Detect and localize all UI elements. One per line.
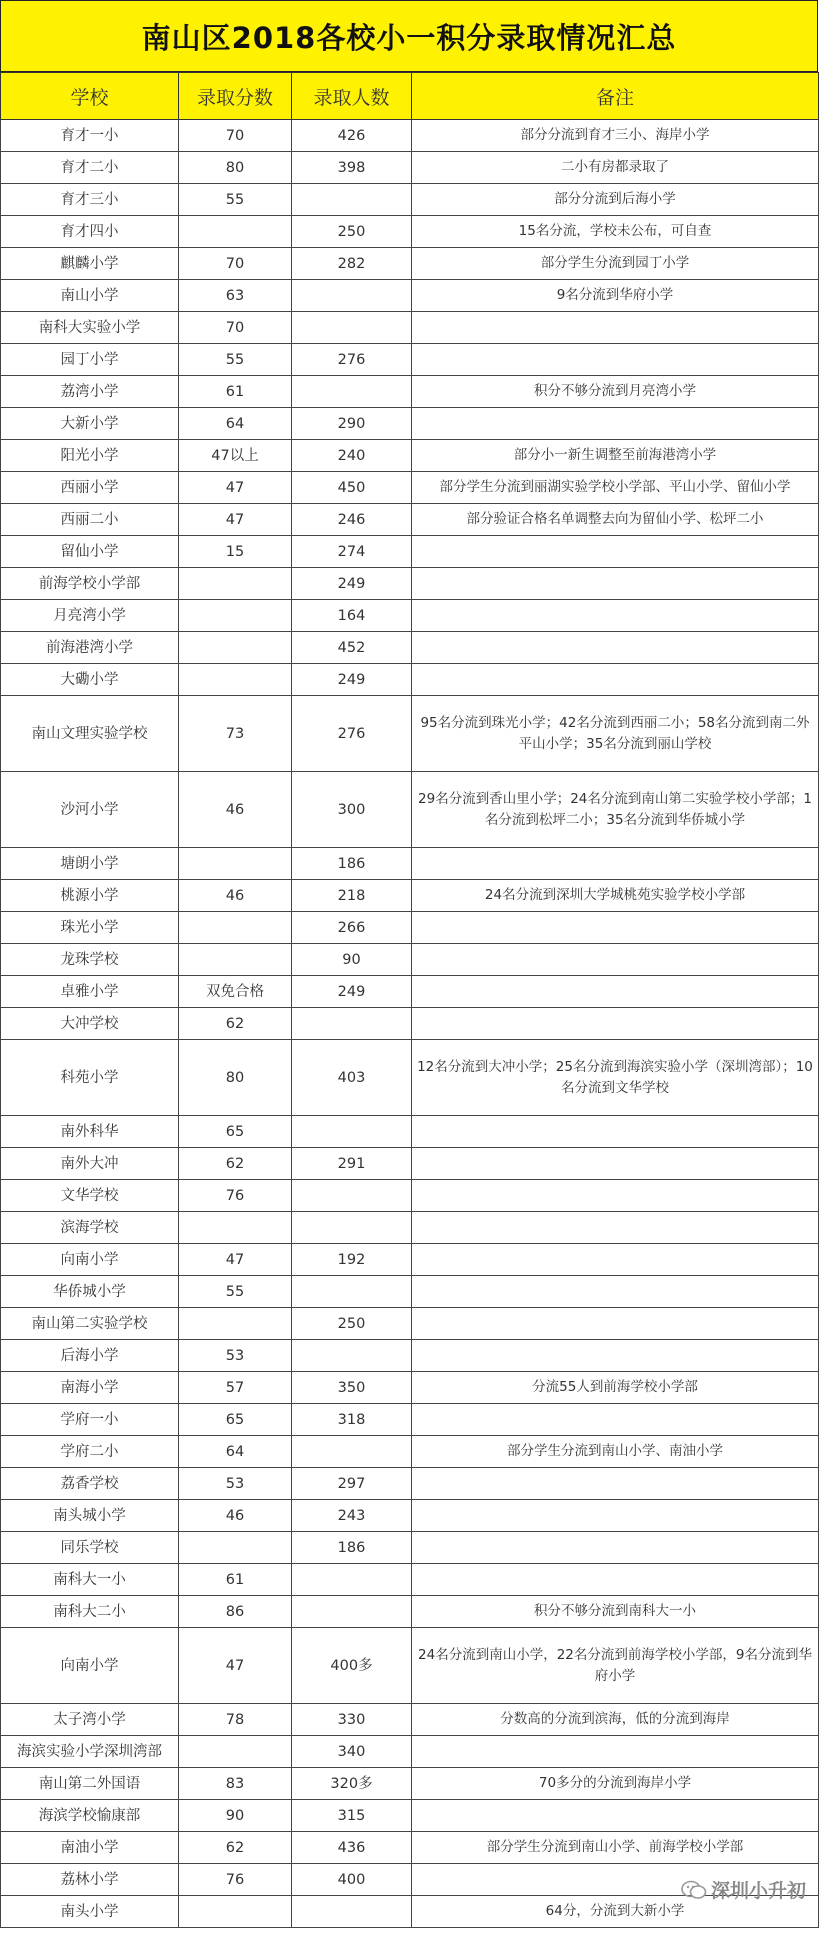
note-cell bbox=[412, 632, 819, 664]
school-cell: 南科大二小 bbox=[1, 1596, 179, 1628]
note-cell bbox=[412, 1340, 819, 1372]
count-cell: 274 bbox=[292, 536, 412, 568]
note-cell bbox=[412, 1276, 819, 1308]
note-cell bbox=[412, 944, 819, 976]
note-cell: 29名分流到香山里小学；24名分流到南山第二实验学校小学部；1名分流到松坪二小；35名分流到华侨城小学 bbox=[412, 772, 819, 848]
score-cell: 70 bbox=[179, 248, 292, 280]
school-cell: 园丁小学 bbox=[1, 344, 179, 376]
table-row bbox=[1, 1040, 819, 1116]
table-row bbox=[1, 696, 819, 772]
note-cell bbox=[412, 976, 819, 1008]
score-cell: 63 bbox=[179, 280, 292, 312]
count-cell: 249 bbox=[292, 664, 412, 696]
score-cell: 57 bbox=[179, 1372, 292, 1404]
count-cell bbox=[292, 1212, 412, 1244]
table-row bbox=[1, 1180, 819, 1212]
score-cell: 47 bbox=[179, 472, 292, 504]
score-cell bbox=[179, 664, 292, 696]
note-cell: 12名分流到大冲小学；25名分流到海滨实验小学（深圳湾部）；10名分流到文华学校 bbox=[412, 1040, 819, 1116]
table-row bbox=[1, 1800, 819, 1832]
school-cell: 塘朗小学 bbox=[1, 848, 179, 880]
table-row bbox=[1, 440, 819, 472]
note-cell: 部分验证合格名单调整去向为留仙小学、松坪二小 bbox=[412, 504, 819, 536]
table-row bbox=[1, 120, 819, 152]
note-cell bbox=[412, 848, 819, 880]
school-cell: 科苑小学 bbox=[1, 1040, 179, 1116]
note-cell: 积分不够分流到南科大一小 bbox=[412, 1596, 819, 1628]
note-cell bbox=[412, 568, 819, 600]
count-cell bbox=[292, 1116, 412, 1148]
table-row bbox=[1, 1704, 819, 1736]
score-cell: 65 bbox=[179, 1116, 292, 1148]
table-row bbox=[1, 1116, 819, 1148]
note-cell bbox=[412, 664, 819, 696]
school-cell: 育才二小 bbox=[1, 152, 179, 184]
school-cell: 大磡小学 bbox=[1, 664, 179, 696]
count-cell bbox=[292, 184, 412, 216]
score-cell: 47 bbox=[179, 1244, 292, 1276]
school-cell: 向南小学 bbox=[1, 1244, 179, 1276]
table-row bbox=[1, 408, 819, 440]
note-cell bbox=[412, 1008, 819, 1040]
table-row bbox=[1, 1468, 819, 1500]
score-cell: 双免合格 bbox=[179, 976, 292, 1008]
count-cell bbox=[292, 1340, 412, 1372]
table-row bbox=[1, 600, 819, 632]
table-row bbox=[1, 880, 819, 912]
table-row bbox=[1, 1244, 819, 1276]
table-row bbox=[1, 1564, 819, 1596]
note-cell: 95名分流到珠光小学；42名分流到西丽二小；58名分流到南二外平山小学；35名分流到丽山学校 bbox=[412, 696, 819, 772]
school-cell: 荔湾小学 bbox=[1, 376, 179, 408]
count-cell: 452 bbox=[292, 632, 412, 664]
count-cell bbox=[292, 280, 412, 312]
note-cell: 分流55人到前海学校小学部 bbox=[412, 1372, 819, 1404]
note-cell: 64分，分流到大新小学 bbox=[412, 1896, 819, 1928]
table-row bbox=[1, 976, 819, 1008]
count-cell: 276 bbox=[292, 344, 412, 376]
score-cell: 80 bbox=[179, 1040, 292, 1116]
score-cell bbox=[179, 1896, 292, 1928]
score-cell: 80 bbox=[179, 152, 292, 184]
note-cell bbox=[412, 1736, 819, 1768]
score-cell: 53 bbox=[179, 1468, 292, 1500]
school-cell: 华侨城小学 bbox=[1, 1276, 179, 1308]
score-cell bbox=[179, 216, 292, 248]
wechat-logo-icon bbox=[681, 1880, 707, 1900]
school-cell: 桃源小学 bbox=[1, 880, 179, 912]
score-cell bbox=[179, 944, 292, 976]
table-row bbox=[1, 152, 819, 184]
school-cell: 育才一小 bbox=[1, 120, 179, 152]
count-cell bbox=[292, 1180, 412, 1212]
score-cell bbox=[179, 848, 292, 880]
score-cell: 15 bbox=[179, 536, 292, 568]
score-cell: 70 bbox=[179, 312, 292, 344]
note-cell bbox=[412, 1800, 819, 1832]
count-cell: 250 bbox=[292, 216, 412, 248]
school-cell: 太子湾小学 bbox=[1, 1704, 179, 1736]
table-row bbox=[1, 280, 819, 312]
score-cell: 61 bbox=[179, 1564, 292, 1596]
table-row bbox=[1, 568, 819, 600]
school-cell: 大冲学校 bbox=[1, 1008, 179, 1040]
table-row bbox=[1, 1276, 819, 1308]
note-cell bbox=[412, 1148, 819, 1180]
table-row bbox=[1, 1532, 819, 1564]
count-cell bbox=[292, 1596, 412, 1628]
school-cell: 海滨学校愉康部 bbox=[1, 1800, 179, 1832]
note-cell: 二小有房都录取了 bbox=[412, 152, 819, 184]
school-cell: 西丽二小 bbox=[1, 504, 179, 536]
score-cell bbox=[179, 600, 292, 632]
table-row bbox=[1, 248, 819, 280]
table-row bbox=[1, 504, 819, 536]
school-cell: 南外大冲 bbox=[1, 1148, 179, 1180]
count-cell: 318 bbox=[292, 1404, 412, 1436]
score-cell bbox=[179, 1736, 292, 1768]
school-cell: 育才三小 bbox=[1, 184, 179, 216]
score-cell: 47 bbox=[179, 1628, 292, 1704]
count-cell bbox=[292, 1564, 412, 1596]
school-cell: 西丽小学 bbox=[1, 472, 179, 504]
table-row bbox=[1, 1436, 819, 1468]
score-cell: 64 bbox=[179, 1436, 292, 1468]
count-cell: 330 bbox=[292, 1704, 412, 1736]
count-cell: 164 bbox=[292, 600, 412, 632]
count-cell: 249 bbox=[292, 976, 412, 1008]
count-cell bbox=[292, 1436, 412, 1468]
school-cell: 留仙小学 bbox=[1, 536, 179, 568]
school-cell: 南外科华 bbox=[1, 1116, 179, 1148]
note-cell bbox=[412, 1500, 819, 1532]
score-cell bbox=[179, 632, 292, 664]
table-row bbox=[1, 772, 819, 848]
count-cell: 246 bbox=[292, 504, 412, 536]
score-cell: 46 bbox=[179, 880, 292, 912]
table-row bbox=[1, 1308, 819, 1340]
school-cell: 南油小学 bbox=[1, 1832, 179, 1864]
school-cell: 大新小学 bbox=[1, 408, 179, 440]
score-cell: 46 bbox=[179, 1500, 292, 1532]
score-cell: 86 bbox=[179, 1596, 292, 1628]
count-cell: 426 bbox=[292, 120, 412, 152]
school-cell: 同乐学校 bbox=[1, 1532, 179, 1564]
score-cell: 55 bbox=[179, 184, 292, 216]
table-row bbox=[1, 632, 819, 664]
note-cell bbox=[412, 1468, 819, 1500]
table-row bbox=[1, 1736, 819, 1768]
note-cell bbox=[412, 536, 819, 568]
school-cell: 前海学校小学部 bbox=[1, 568, 179, 600]
score-cell: 78 bbox=[179, 1704, 292, 1736]
score-cell: 76 bbox=[179, 1180, 292, 1212]
score-cell: 65 bbox=[179, 1404, 292, 1436]
school-cell: 麒麟小学 bbox=[1, 248, 179, 280]
table-row bbox=[1, 1628, 819, 1704]
school-cell: 阳光小学 bbox=[1, 440, 179, 472]
count-cell: 250 bbox=[292, 1308, 412, 1340]
school-cell: 后海小学 bbox=[1, 1340, 179, 1372]
watermark-text: 深圳小升初 bbox=[710, 1880, 806, 1902]
school-cell: 学府二小 bbox=[1, 1436, 179, 1468]
count-cell: 398 bbox=[292, 152, 412, 184]
school-cell: 南山文理实验学校 bbox=[1, 696, 179, 772]
count-cell: 90 bbox=[292, 944, 412, 976]
note-cell bbox=[412, 1180, 819, 1212]
school-cell: 月亮湾小学 bbox=[1, 600, 179, 632]
school-cell: 龙珠学校 bbox=[1, 944, 179, 976]
table-header-row bbox=[1, 73, 819, 120]
score-cell bbox=[179, 1212, 292, 1244]
score-cell: 53 bbox=[179, 1340, 292, 1372]
count-cell bbox=[292, 312, 412, 344]
column-header-count: 录取人数 bbox=[292, 73, 412, 120]
note-cell: 9名分流到华府小学 bbox=[412, 280, 819, 312]
note-cell bbox=[412, 1244, 819, 1276]
school-cell: 南山第二外国语 bbox=[1, 1768, 179, 1800]
count-cell: 186 bbox=[292, 1532, 412, 1564]
school-cell: 南头城小学 bbox=[1, 1500, 179, 1532]
score-cell: 55 bbox=[179, 1276, 292, 1308]
score-cell: 47以上 bbox=[179, 440, 292, 472]
note-cell: 部分学生分流到园丁小学 bbox=[412, 248, 819, 280]
score-cell bbox=[179, 912, 292, 944]
school-cell: 南海小学 bbox=[1, 1372, 179, 1404]
note-cell bbox=[412, 912, 819, 944]
school-cell: 荔香学校 bbox=[1, 1468, 179, 1500]
score-cell: 64 bbox=[179, 408, 292, 440]
school-cell: 南科大一小 bbox=[1, 1564, 179, 1596]
count-cell: 403 bbox=[292, 1040, 412, 1116]
note-cell: 部分学生分流到南山小学、南油小学 bbox=[412, 1436, 819, 1468]
count-cell: 218 bbox=[292, 880, 412, 912]
count-cell: 249 bbox=[292, 568, 412, 600]
table-row bbox=[1, 944, 819, 976]
note-cell bbox=[412, 1564, 819, 1596]
table-body bbox=[1, 120, 819, 1928]
note-cell: 部分学生分流到南山小学、前海学校小学部 bbox=[412, 1832, 819, 1864]
column-header-school: 学校 bbox=[1, 73, 179, 120]
count-cell: 340 bbox=[292, 1736, 412, 1768]
count-cell: 266 bbox=[292, 912, 412, 944]
admission-table bbox=[0, 72, 819, 1928]
school-cell: 南山第二实验学校 bbox=[1, 1308, 179, 1340]
score-cell: 46 bbox=[179, 772, 292, 848]
table-row bbox=[1, 1212, 819, 1244]
score-cell: 76 bbox=[179, 1864, 292, 1896]
school-cell: 向南小学 bbox=[1, 1628, 179, 1704]
note-cell bbox=[412, 1404, 819, 1436]
count-cell: 400多 bbox=[292, 1628, 412, 1704]
school-cell: 卓雅小学 bbox=[1, 976, 179, 1008]
table-row bbox=[1, 344, 819, 376]
school-cell: 沙河小学 bbox=[1, 772, 179, 848]
school-cell: 学府一小 bbox=[1, 1404, 179, 1436]
count-cell bbox=[292, 1896, 412, 1928]
school-cell: 滨海学校 bbox=[1, 1212, 179, 1244]
note-cell: 部分分流到育才三小、海岸小学 bbox=[412, 120, 819, 152]
school-cell: 珠光小学 bbox=[1, 912, 179, 944]
count-cell: 400 bbox=[292, 1864, 412, 1896]
school-cell: 荔林小学 bbox=[1, 1864, 179, 1896]
table-row bbox=[1, 1372, 819, 1404]
score-cell: 47 bbox=[179, 504, 292, 536]
count-cell: 291 bbox=[292, 1148, 412, 1180]
count-cell: 436 bbox=[292, 1832, 412, 1864]
note-cell bbox=[412, 1212, 819, 1244]
school-cell: 前海港湾小学 bbox=[1, 632, 179, 664]
count-cell: 186 bbox=[292, 848, 412, 880]
count-cell: 290 bbox=[292, 408, 412, 440]
table-row bbox=[1, 1500, 819, 1532]
table-row bbox=[1, 376, 819, 408]
note-cell: 24名分流到深圳大学城桃苑实验学校小学部 bbox=[412, 880, 819, 912]
note-cell: 24名分流到南山小学，22名分流到前海学校小学部，9名分流到华府小学 bbox=[412, 1628, 819, 1704]
score-cell: 62 bbox=[179, 1832, 292, 1864]
count-cell: 240 bbox=[292, 440, 412, 472]
table-row bbox=[1, 1008, 819, 1040]
table-row bbox=[1, 848, 819, 880]
column-header-note: 备注 bbox=[412, 73, 819, 120]
table-row bbox=[1, 1832, 819, 1864]
note-cell: 部分分流到后海小学 bbox=[412, 184, 819, 216]
table-row bbox=[1, 216, 819, 248]
table-row bbox=[1, 312, 819, 344]
table-row bbox=[1, 1404, 819, 1436]
note-cell: 15名分流，学校未公布，可自查 bbox=[412, 216, 819, 248]
note-cell: 分数高的分流到滨海，低的分流到海岸 bbox=[412, 1704, 819, 1736]
note-cell bbox=[412, 344, 819, 376]
score-cell: 62 bbox=[179, 1008, 292, 1040]
table-row bbox=[1, 1340, 819, 1372]
school-cell: 南山小学 bbox=[1, 280, 179, 312]
score-cell bbox=[179, 568, 292, 600]
count-cell: 297 bbox=[292, 1468, 412, 1500]
count-cell: 282 bbox=[292, 248, 412, 280]
school-cell: 文华学校 bbox=[1, 1180, 179, 1212]
note-cell bbox=[412, 1532, 819, 1564]
school-cell: 育才四小 bbox=[1, 216, 179, 248]
table-row bbox=[1, 184, 819, 216]
count-cell: 315 bbox=[292, 1800, 412, 1832]
page-title: 南山区2018各校小一积分录取情况汇总 bbox=[0, 0, 818, 72]
watermark bbox=[681, 1876, 806, 1903]
note-cell: 70多分的分流到海岸小学 bbox=[412, 1768, 819, 1800]
score-cell: 61 bbox=[179, 376, 292, 408]
note-cell: 部分学生分流到丽湖实验学校小学部、平山小学、留仙小学 bbox=[412, 472, 819, 504]
note-cell bbox=[412, 1116, 819, 1148]
count-cell bbox=[292, 1276, 412, 1308]
count-cell bbox=[292, 1008, 412, 1040]
count-cell: 192 bbox=[292, 1244, 412, 1276]
table-row bbox=[1, 1768, 819, 1800]
score-cell: 55 bbox=[179, 344, 292, 376]
table-row bbox=[1, 1148, 819, 1180]
count-cell: 450 bbox=[292, 472, 412, 504]
count-cell bbox=[292, 376, 412, 408]
score-cell bbox=[179, 1532, 292, 1564]
table-row bbox=[1, 472, 819, 504]
table-row bbox=[1, 664, 819, 696]
score-cell: 70 bbox=[179, 120, 292, 152]
score-cell bbox=[179, 1308, 292, 1340]
column-header-score: 录取分数 bbox=[179, 73, 292, 120]
note-cell bbox=[412, 408, 819, 440]
score-cell: 62 bbox=[179, 1148, 292, 1180]
table-row bbox=[1, 1596, 819, 1628]
note-cell: 积分不够分流到月亮湾小学 bbox=[412, 376, 819, 408]
score-cell: 90 bbox=[179, 1800, 292, 1832]
count-cell: 320多 bbox=[292, 1768, 412, 1800]
note-cell bbox=[412, 1308, 819, 1340]
count-cell: 350 bbox=[292, 1372, 412, 1404]
note-cell bbox=[412, 312, 819, 344]
note-cell bbox=[412, 600, 819, 632]
count-cell: 300 bbox=[292, 772, 412, 848]
score-cell: 83 bbox=[179, 1768, 292, 1800]
count-cell: 276 bbox=[292, 696, 412, 772]
school-cell: 南头小学 bbox=[1, 1896, 179, 1928]
school-cell: 海滨实验小学深圳湾部 bbox=[1, 1736, 179, 1768]
note-cell: 部分小一新生调整至前海港湾小学 bbox=[412, 440, 819, 472]
count-cell: 243 bbox=[292, 1500, 412, 1532]
table-row bbox=[1, 536, 819, 568]
table-row bbox=[1, 912, 819, 944]
score-cell: 73 bbox=[179, 696, 292, 772]
school-cell: 南科大实验小学 bbox=[1, 312, 179, 344]
